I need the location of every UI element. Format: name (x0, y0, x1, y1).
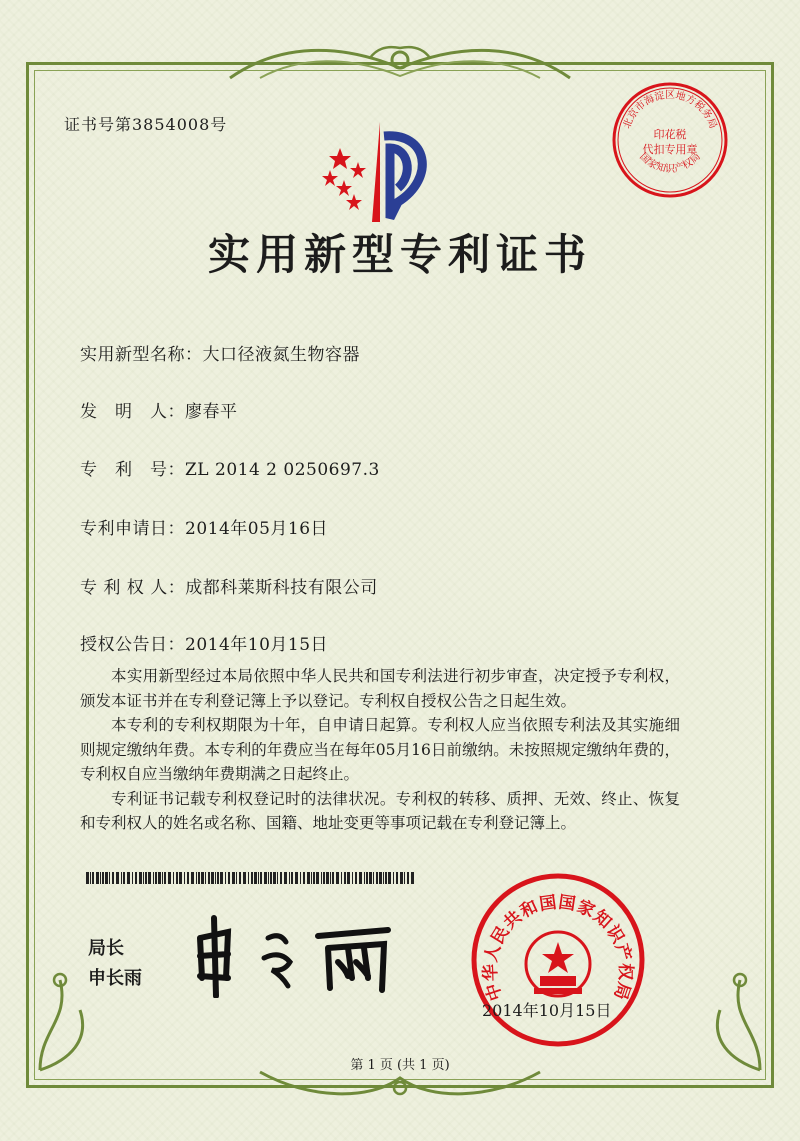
barcode-bar (92, 872, 94, 884)
director-title: 局长 (88, 938, 124, 959)
barcode-bar (330, 872, 331, 884)
field-utility-model-name (80, 340, 360, 365)
barcode-bar (396, 872, 398, 884)
national-ip-office-seal (470, 872, 646, 1048)
barcode-bar (411, 872, 414, 884)
barcode-bar (258, 872, 259, 884)
barcode-bar (251, 872, 253, 884)
barcode-bar (376, 872, 378, 884)
certificate-body (80, 664, 680, 836)
barcode-bar (132, 872, 133, 884)
barcode-bar (355, 872, 357, 884)
barcode-bar (277, 872, 278, 884)
barcode-bar (162, 872, 163, 884)
barcode-bar (135, 872, 137, 884)
barcode-bar (211, 872, 214, 884)
barcode-bar (373, 872, 374, 884)
barcode-bar (148, 872, 151, 884)
barcode-bar (273, 872, 276, 884)
barcode-bar (187, 872, 189, 884)
barcode-bar (164, 872, 166, 884)
field-value: 2014年05月16日 (185, 519, 329, 539)
barcode-bar (260, 872, 262, 884)
barcode-bar (289, 872, 290, 884)
barcode-bar (336, 872, 339, 884)
barcode-bar (184, 872, 185, 884)
barcode-bar (300, 872, 301, 884)
field-value: 大口径液氮生物容器 (202, 345, 360, 365)
barcode-bar (383, 872, 384, 884)
barcode-bar (385, 872, 387, 884)
barcode-bar (143, 872, 144, 884)
barcode-bar (364, 872, 365, 884)
barcode (86, 872, 416, 884)
barcode-bar (347, 872, 350, 884)
field-label: 发 明 人： (80, 402, 185, 422)
barcode-bar (168, 872, 171, 884)
barcode-bar (400, 872, 403, 884)
barcode-bar (102, 872, 104, 884)
field-value: 成都科莱斯科技有限公司 (185, 578, 378, 598)
barcode-bar (311, 872, 312, 884)
barcode-bar (316, 872, 319, 884)
barcode-bar (307, 872, 310, 884)
barcode-bar (232, 872, 235, 884)
certificate-number: 证书号第3854008号 (64, 115, 228, 134)
issue-date: 2014年10月15日 (482, 1001, 612, 1020)
barcode-bar (303, 872, 305, 884)
field-label: 专 利 号： (80, 460, 185, 480)
barcode-bar (90, 872, 91, 884)
barcode-bar (369, 872, 372, 884)
barcode-bar (116, 872, 119, 884)
barcode-bar (201, 872, 204, 884)
barcode-bar (198, 872, 200, 884)
field-value: ZL 2014 2 0250697.3 (185, 460, 380, 480)
barcode-bar (191, 872, 194, 884)
barcode-bar (291, 872, 293, 884)
field-inventor (80, 397, 238, 422)
barcode-bar (127, 872, 130, 884)
barcode-bar (323, 872, 325, 884)
barcode-bar (313, 872, 315, 884)
body-paragraph: 本专利的专利权期限为十年，自申请日起算。专利权人应当依照专利法及其实施细则规定缴纳年费。本专利的年费应当在每年05月16日前缴纳。未按照规定缴纳年费的，专利权自应当缴纳年费期满之日起终止。 (80, 716, 680, 783)
svg-text:国家知识产权局: 国家知识产权局 (637, 151, 703, 175)
stamp-duty-seal (610, 80, 730, 200)
barcode-bar (176, 872, 178, 884)
field-value: 廖春平 (185, 402, 238, 422)
field-application-date (80, 514, 328, 539)
barcode-bar (344, 872, 346, 884)
barcode-bar (109, 872, 110, 884)
barcode-bar (100, 872, 101, 884)
barcode-bar (326, 872, 329, 884)
barcode-bar (205, 872, 206, 884)
barcode-bar (139, 872, 142, 884)
barcode-bar (366, 872, 368, 884)
barcode-bar (321, 872, 322, 884)
certificate-title: 实用新型专利证书 (207, 230, 592, 279)
field-label: 专 利 权 人： (80, 578, 186, 598)
barcode-bar (332, 872, 334, 884)
barcode-bar (280, 872, 282, 884)
barcode-bar (158, 872, 161, 884)
barcode-bar (220, 872, 223, 884)
field-label: 实用新型名称： (80, 345, 203, 365)
barcode-bar (123, 872, 125, 884)
svg-text:中华人民共和国国家知识产权局: 中华人民共和国国家知识产权局 (480, 892, 636, 1004)
barcode-bar (341, 872, 342, 884)
barcode-bar (105, 872, 108, 884)
barcode-bar (86, 872, 89, 884)
barcode-bar (379, 872, 382, 884)
barcode-bar (352, 872, 353, 884)
barcode-bar (264, 872, 267, 884)
barcode-bar (215, 872, 216, 884)
barcode-bar (179, 872, 182, 884)
field-patentee (80, 573, 378, 598)
barcode-bar (388, 872, 391, 884)
barcode-bar (243, 872, 246, 884)
field-value: 2014年10月15日 (185, 635, 329, 655)
barcode-bar (112, 872, 114, 884)
barcode-bar (217, 872, 219, 884)
barcode-bar (254, 872, 257, 884)
barcode-bar (173, 872, 174, 884)
barcode-bar (236, 872, 237, 884)
barcode-bar (407, 872, 409, 884)
barcode-bar (295, 872, 298, 884)
field-grant-date (80, 630, 328, 655)
barcode-bar (225, 872, 226, 884)
barcode-bar (248, 872, 249, 884)
barcode-bar (121, 872, 122, 884)
svg-text:北京市海淀区地方税务局: 北京市海淀区地方税务局 (621, 90, 719, 131)
barcode-bar (96, 872, 99, 884)
top-ornament (220, 38, 580, 88)
barcode-bar (145, 872, 147, 884)
field-label: 专利申请日： (80, 519, 185, 539)
barcode-bar (196, 872, 197, 884)
barcode-bar (284, 872, 287, 884)
barcode-bar (268, 872, 269, 884)
director-name: 申长雨 (88, 968, 142, 989)
body-paragraph: 专利证书记载专利权登记时的法律状况。专利权的转移、质押、无效、终止、恢复和专利权人的姓名或名称、国籍、地址变更等事项记载在专利登记簿上。 (80, 789, 680, 832)
barcode-bar (404, 872, 405, 884)
field-label: 授权公告日： (80, 635, 185, 655)
director-signature (188, 908, 408, 998)
field-patent-number (80, 455, 380, 480)
body-paragraph: 本实用新型经过本局依照中华人民共和国专利法进行初步审查，决定授予专利权，颁发本证书并在专利登记簿上予以登记。专利权自授权公告之日起生效。 (80, 667, 680, 710)
svg-text:印花税: 印花税 (653, 128, 687, 141)
svg-text:代扣专用章: 代扣专用章 (642, 143, 698, 156)
barcode-bar (393, 872, 394, 884)
patent-office-emblem-icon (318, 118, 438, 228)
barcode-bar (228, 872, 230, 884)
page-footer: 第 1 页 (共 1 页) (350, 1058, 450, 1073)
barcode-bar (239, 872, 241, 884)
barcode-bar (270, 872, 272, 884)
barcode-bar (359, 872, 362, 884)
barcode-bar (155, 872, 157, 884)
barcode-bar (153, 872, 154, 884)
barcode-bar (208, 872, 210, 884)
